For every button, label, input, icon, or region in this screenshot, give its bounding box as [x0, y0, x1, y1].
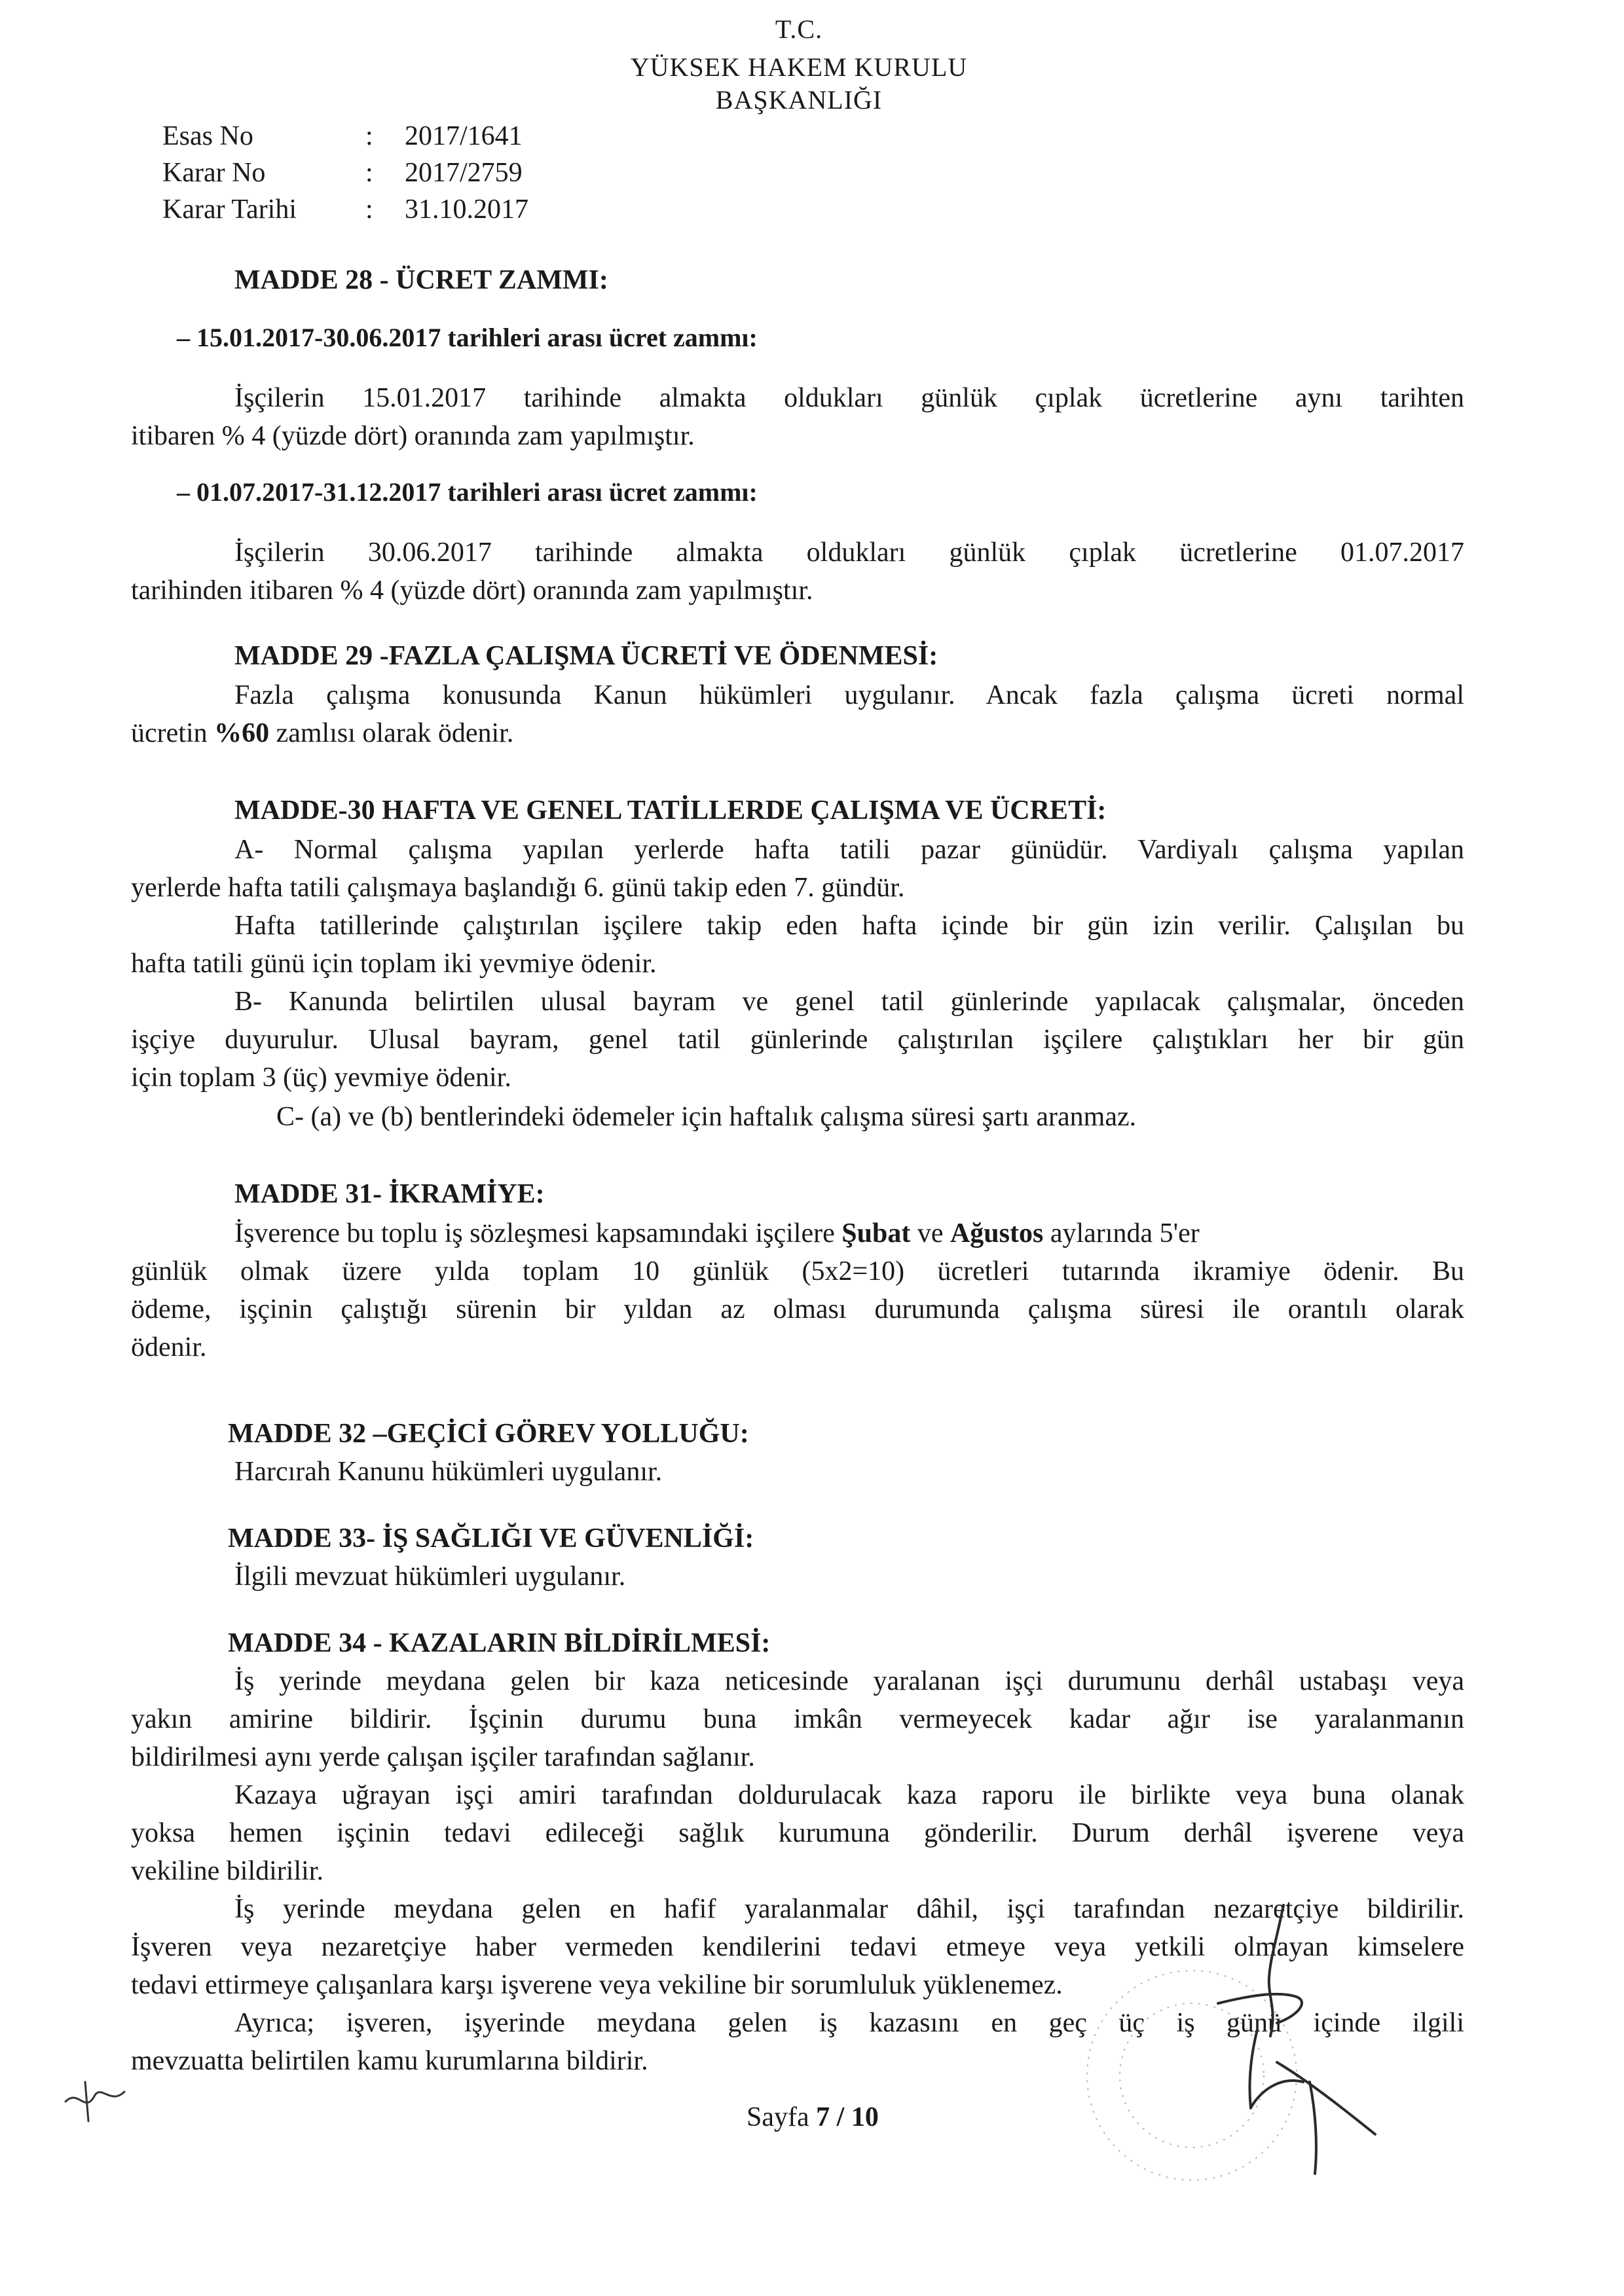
case-info-value: 2017/2759 [405, 158, 523, 188]
article-34-line: bildirilmesi aynı yerde çalışan işçiler tarafından sağlanır. [131, 1742, 755, 1772]
article-31-text-part: aylarında 5'er [1043, 1218, 1200, 1248]
article-29-line [131, 716, 513, 750]
page-prefix: Sayfa [747, 2102, 817, 2132]
article-31-text-part: İşverence bu toplu iş sözleşmesi kapsamındaki işçilere [234, 1218, 842, 1248]
article-32-title: MADDE 32 –GEÇİCİ GÖREV YOLLUĞU: [228, 1419, 749, 1449]
page-separator: / [830, 2102, 851, 2132]
article-29-text: zamlısı olarak ödenir. [269, 718, 514, 748]
article-30-line: Hafta tatillerinde çalıştırılan işçilere takip eden hafta içinde bir gün izin verilir. Çalışılan bu [234, 911, 1464, 941]
case-info-colon: : [365, 158, 373, 188]
article-34-line: İş yerinde meydana gelen bir kaza neticesinde yaralanan işçi durumunu derhâl ustabaşı veya [234, 1666, 1464, 1696]
article-34-line: Kazaya uğrayan işçi amiri tarafından doldurulacak kaza raporu ile birlikte veya buna olanak [234, 1780, 1464, 1810]
article-30-title: MADDE-30 HAFTA VE GENEL TATİLLERDE ÇALIŞMA VE ÜCRETİ: [234, 795, 1107, 826]
article-31-text [234, 1216, 1200, 1250]
article-31-title: MADDE 31- İKRAMİYE: [234, 1179, 545, 1209]
case-info-row [162, 118, 528, 155]
month-february: Şubat [841, 1218, 911, 1248]
article-28-p1-line: İşçilerin 15.01.2017 tarihinde almakta oldukları günlük çıplak ücretlerine aynı tarihten [234, 383, 1464, 413]
margin-initial-mark [59, 2075, 131, 2128]
article-30-line: B- Kanunda belirtilen ulusal bayram ve genel tatil günlerinde yapılacak çalışmalar, önceden [234, 987, 1464, 1017]
case-info-colon: : [365, 194, 373, 225]
article-31-line: ödeme, işçinin çalıştığı sürenin bir yıldan az olması durumunda çalışma süresi ile orantılı olarak [131, 1294, 1464, 1324]
article-30-line: için toplam 3 (üç) yevmiye ödenir. [131, 1063, 511, 1093]
article-34-line: tedavi ettirmeye çalışanlara karşı işverene veya vekiline bir sorumluluk yüklenemez. [131, 1970, 1063, 2000]
case-info-colon: : [365, 121, 373, 151]
header-institution: YÜKSEK HAKEM KURULU [630, 52, 968, 82]
article-34-line: yakın amirine bildirir. İşçinin durumu buna imkân vermeyecek kadar ağır ise yaralanmanın [131, 1704, 1464, 1734]
article-34-line: vekiline bildirilir. [131, 1856, 323, 1886]
article-34-line: İşveren veya nezaretçiye haber vermeden kendilerini tedavi etmeye veya yetkili olmayan kimselere [131, 1932, 1464, 1962]
article-34-line: mevzuatta belirtilen kamu kurumlarına bildirir. [131, 2046, 648, 2076]
article-34-line: Ayrıca; işveren, işyerinde meydana gelen iş kazasını en geç üç iş günü içinde ilgili [234, 2008, 1464, 2038]
article-28-p1-line: itibaren % 4 (yüzde dört) oranında zam yapılmıştır. [131, 421, 695, 451]
page-number [747, 2100, 879, 2134]
case-info-label: Karar No [162, 158, 266, 188]
article-29-line: Fazla çalışma konusunda Kanun hükümleri uygulanır. Ancak fazla çalışma ücreti normal [234, 680, 1464, 710]
page-current: 7 [816, 2102, 830, 2132]
case-info-row [162, 191, 528, 228]
article-34-line: yoksa hemen işçinin tedavi edileceği sağlık kurumuna gönderilir. Durum derhâl işverene veya [131, 1818, 1464, 1848]
article-28-p2-line: tarihinden itibaren % 4 (yüzde dört) oranında zam yapılmıştır. [131, 575, 813, 606]
case-info-label: Esas No [162, 121, 253, 151]
article-33-line: İlgili mevzuat hükümleri uygulanır. [234, 1561, 626, 1592]
header-tc: T.C. [775, 14, 823, 44]
case-info-table [162, 118, 528, 228]
overtime-rate: %60 [214, 718, 270, 748]
article-34-title: MADDE 34 - KAZALARIN BİLDİRİLMESİ: [228, 1628, 771, 1658]
article-29-title: MADDE 29 -FAZLA ÇALIŞMA ÜCRETİ VE ÖDENMESİ: [234, 641, 938, 671]
official-stamp-signature [1061, 1899, 1428, 2200]
article-31-line: ödenir. [131, 1332, 207, 1362]
article-28-period-2-heading: – 01.07.2017-31.12.2017 tarihleri arası ücret zammı: [177, 477, 758, 507]
article-30-line: işçiye duyurulur. Ulusal bayram, genel tatil günlerinde çalıştırılan işçilere çalıştıkları her bir gün [131, 1025, 1464, 1055]
page-total: 10 [851, 2102, 879, 2132]
article-30-line: hafta tatili günü için toplam iki yevmiye ödenir. [131, 949, 657, 979]
article-34-line: İş yerinde meydana gelen en hafif yaralanmalar dâhil, işçi tarafından nezaretçiye bildirilir. [234, 1894, 1464, 1924]
article-28-title: MADDE 28 - ÜCRET ZAMMI: [234, 265, 608, 295]
article-29-text: ücretin [131, 718, 215, 748]
article-31-line: günlük olmak üzere yılda toplam 10 günlük (5x2=10) ücretleri tutarında ikramiye ödenir. Bu [131, 1256, 1464, 1286]
article-28-p2-line: İşçilerin 30.06.2017 tarihinde almakta oldukları günlük çıplak ücretlerine 01.07.2017 [234, 538, 1464, 568]
header-department: BAŞKANLIĞI [715, 85, 883, 115]
month-august: Ağustos [950, 1218, 1044, 1248]
article-28-period-1-heading: – 15.01.2017-30.06.2017 tarihleri arası ücret zammı: [177, 323, 758, 352]
article-30-line: yerlerde hafta tatili çalışmaya başlandığı 6. günü takip eden 7. gündür. [131, 873, 905, 903]
article-30-line: A- Normal çalışma yapılan yerlerde hafta tatili pazar günüdür. Vardiyalı çalışma yapılan [234, 835, 1464, 865]
article-31-text-part: ve [910, 1218, 950, 1248]
case-info-value: 2017/1641 [405, 121, 523, 151]
article-30-line: C- (a) ve (b) bentlerindeki ödemeler için haftalık çalışma süresi şartı aranmaz. [276, 1102, 1137, 1132]
case-info-row [162, 155, 528, 191]
case-info-label: Karar Tarihi [162, 194, 297, 225]
article-31-line [234, 1216, 1464, 1250]
article-32-line: Harcırah Kanunu hükümleri uygulanır. [234, 1457, 663, 1487]
article-33-title: MADDE 33- İŞ SAĞLIĞI VE GÜVENLİĞİ: [228, 1523, 754, 1554]
case-info-value: 31.10.2017 [405, 194, 528, 225]
